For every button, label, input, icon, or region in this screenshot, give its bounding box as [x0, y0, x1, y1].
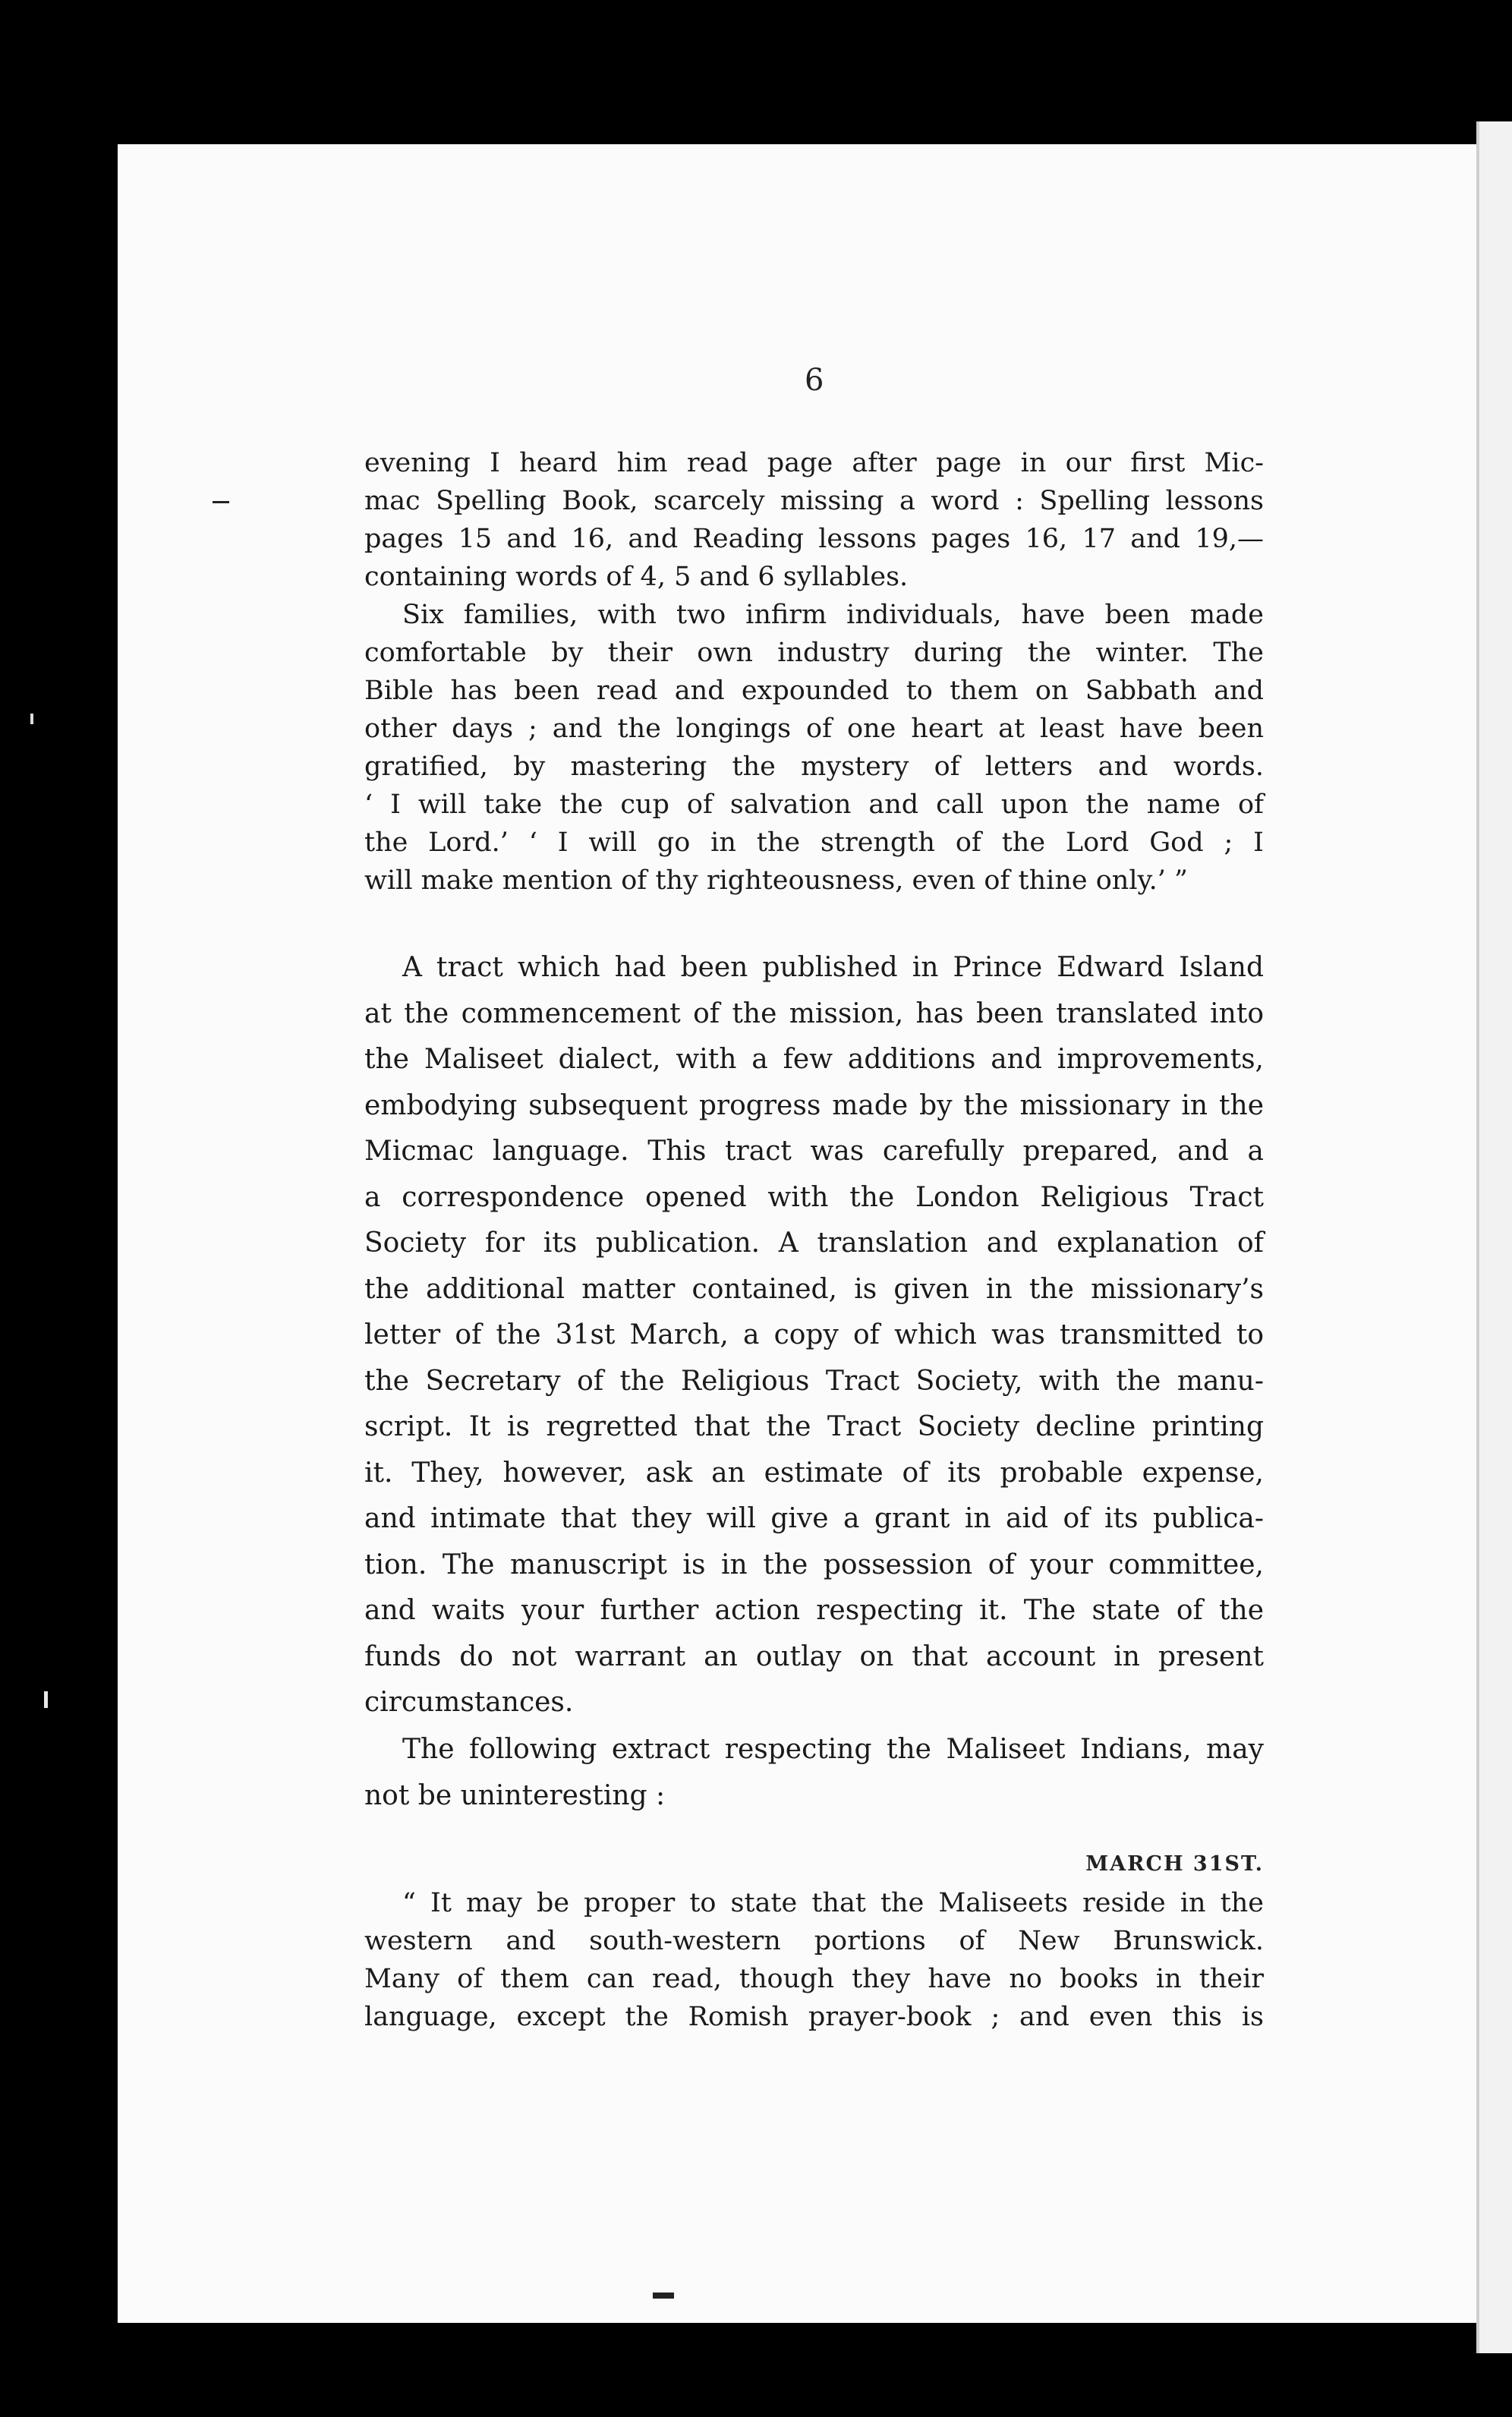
- text-line: circumstances.: [364, 1687, 574, 1718]
- text-line: a correspondence opened with the London Religious Tract: [364, 1181, 1264, 1213]
- text-line: Micmac language. This tract was carefully prepared, and a: [364, 1136, 1264, 1167]
- text-line: mac Spelling Book, scarcely missing a word : Spelling lessons: [364, 486, 1264, 516]
- text-line: at the commencement of the mission, has been translated into: [364, 997, 1264, 1029]
- text-line: will make mention of thy righteousness, even of thine only.’ ”: [364, 865, 1188, 896]
- text-line: pages 15 and 16, and Reading lessons pages 16, 17 and 19,—: [364, 524, 1264, 554]
- scan-mark: [213, 501, 229, 503]
- paragraph-5: [364, 1884, 1264, 2036]
- text-line: and waits your further action respecting it. The state of the: [364, 1595, 1264, 1626]
- text-line: it. They, however, ask an estimate of its probable expense,: [364, 1457, 1264, 1489]
- paragraph-2: [364, 596, 1264, 900]
- text-line: Six families, with two infirm individuals, have been made: [402, 600, 1264, 630]
- letter-date: MARCH 31ST.: [1085, 1852, 1264, 1876]
- text-line: funds do not warrant an outlay on that account in present: [364, 1640, 1264, 1672]
- text-line: the Lord.’ ‘ I will go in the strength of the Lord God ; I: [364, 827, 1264, 858]
- text-line: comfortable by their own industry during the winter. The: [364, 638, 1264, 668]
- text-line: Many of them can read, though they have no books in their: [364, 1964, 1264, 1994]
- text-line: tion. The manuscript is in the possession of your committee,: [364, 1549, 1264, 1580]
- text-line: ‘ I will take the cup of salvation and call upon the name of: [364, 789, 1264, 820]
- text-line: and intimate that they will give a grant in aid of its publica-: [364, 1503, 1264, 1534]
- text-line: the Maliseet dialect, with a few additions and improvements,: [364, 1044, 1264, 1075]
- text-line: western and south-western portions of New Brunswick.: [364, 1926, 1264, 1956]
- text-line: the Secretary of the Religious Tract Society, with the manu-: [364, 1365, 1264, 1397]
- text-line: Society for its publication. A translation and explanation of: [364, 1227, 1264, 1259]
- text-line: “ It may be proper to state that the Maliseets reside in the: [402, 1888, 1264, 1918]
- paragraph-1: [364, 444, 1264, 596]
- text-line: The following extract respecting the Maliseet Indians, may: [402, 1734, 1264, 1765]
- text-line: Bible has been read and expounded to them on Sabbath and: [364, 676, 1264, 706]
- text-line: A tract which had been published in Prince Edward Island: [402, 952, 1264, 983]
- paragraph-4: [364, 1727, 1264, 1819]
- page-number: 6: [805, 363, 824, 398]
- text-line: embodying subsequent progress made by the missionary in the: [364, 1089, 1264, 1121]
- scan-mark: [653, 2293, 674, 2299]
- scan-mark: [44, 1691, 48, 1708]
- facing-page-edge: [1476, 121, 1512, 2353]
- scan-mark: [30, 714, 33, 724]
- text-line: gratified, by mastering the mystery of letters and words.: [364, 752, 1264, 782]
- text-line: other days ; and the longings of one heart at least have been: [364, 714, 1264, 744]
- text-line: containing words of 4, 5 and 6 syllables.: [364, 562, 909, 592]
- text-line: the additional matter contained, is given in the missionary’s: [364, 1273, 1264, 1305]
- text-line: letter of the 31st March, a copy of which was transmitted to: [364, 1319, 1264, 1350]
- text-line: script. It is regretted that the Tract Society decline printing: [364, 1411, 1264, 1442]
- text-line: language, except the Romish prayer-book ; and even this is: [364, 2002, 1264, 2032]
- text-line: evening I heard him read page after page in our first Mic-: [364, 448, 1264, 478]
- text-line: not be uninteresting :: [364, 1779, 666, 1811]
- paragraph-3: [364, 945, 1264, 1726]
